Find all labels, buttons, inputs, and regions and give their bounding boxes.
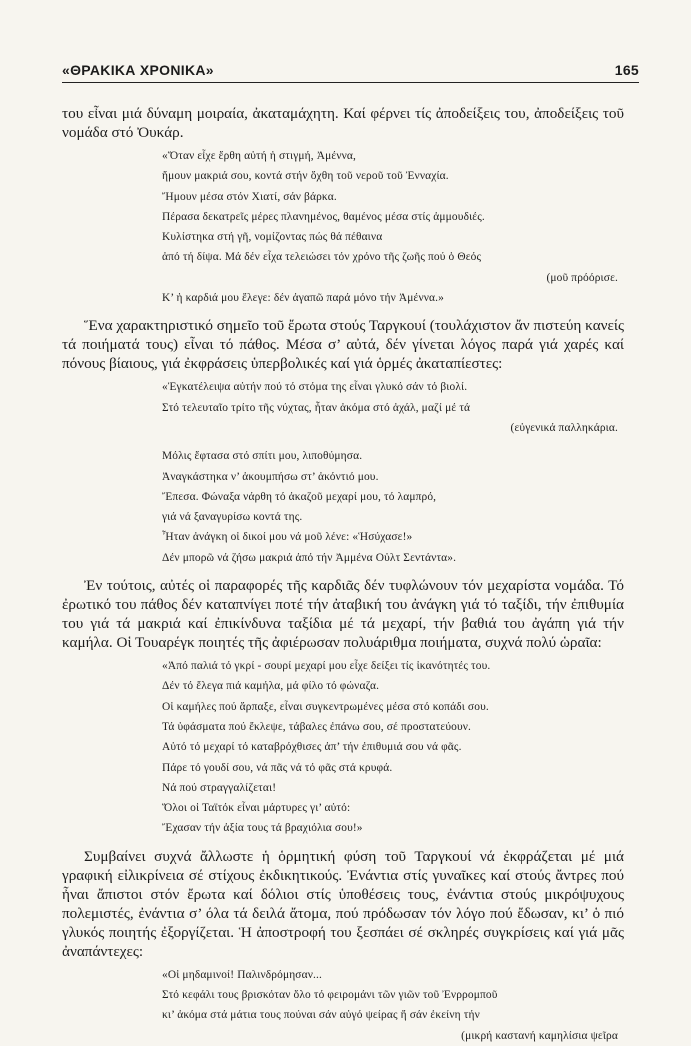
verse-line: «Ὅταν εἶχε ἔρθη αὐτή ἡ στιγμή, Ἀμέννα, bbox=[162, 150, 357, 162]
verse-3 bbox=[62, 656, 624, 839]
verse-line: (εὐγενικά παλληκάρια. bbox=[510, 421, 618, 434]
verse-line: Τά ὑφάσματα πού ἔκλεψε, τάβαλες ἐπάνω σου, σέ προστατεύουν. bbox=[162, 720, 472, 733]
verse-line: Αὐτό τό μεχαρί τό καταβρόχθισες ἀπ’ τήν ἐπιθυμιά σου νά φᾶς. bbox=[162, 741, 462, 754]
verse-line: Ὅλοι οἱ Ταϊτόκ εἶναι μάρτυρες γι’ αὐτό: bbox=[162, 802, 351, 815]
page-body bbox=[62, 104, 624, 1046]
paragraph-2: Ἕνα χαρακτηριστικό σημεῖο τοῦ ἔρωτα στούς Ταργκουί (τουλάχιστον ἄν πιστεύη κανείς τά ποιήματά τους) εἶναι τό πάθος. Μέσα σ’ αὐτά, δέν γίνεται λόγος παρά γιά χαρές καί πόνους βίαιους, γιά ἐκφράσεις ὑπερβολικές καί γιά ὁρμές ἀκαταπίεστες: bbox=[62, 317, 624, 373]
verse-line: γιά νά ξαναγυρίσω κοντά της. bbox=[162, 511, 303, 524]
verse-line: Πάρε τό γουδί σου, νά πᾶς νά τό φᾶς στά κρυφά. bbox=[162, 761, 393, 774]
verse-line: Στό κεφάλι τους βρισκόταν ὅλο τό φειρομάνι τῶν γιῶν τοῦ Ἐνρρομποῦ bbox=[162, 989, 498, 1002]
verse-line: «Ἐγκατέλειψα αὐτήν πού τό στόμα της εἶναι γλυκό σάν τό βιολί. bbox=[162, 381, 468, 394]
paragraph-1: του εἶναι μιά δύναμη μοιραία, ἀκαταμάχητη. Καί φέρνει τίς ἀποδείξεις του, ἀποδείξεις τοῦ νομάδα στό Ὀυκάρ. bbox=[62, 105, 624, 141]
verse-line: Ἀναγκάστηκα ν’ ἀκουμπήσω στ’ ἀκόντιό μου. bbox=[162, 470, 379, 483]
paragraph-4: Συμβαίνει συχνά ἄλλωστε ἡ ὁρμητική φύση τοῦ Ταργκουί νά ἐκφράζεται μέ μιά γραφική εἰλικρίνεια σέ στίχους ἐκδικητικούς. Ἐνάντια στίς γυναῖκες καί στούς ἄντρες πού ἦναι ἄπιστοι στόν ἔρωτα καί δόλιοι στίς ὑποθέσεις τους, ἐνάντια στούς μικρόψυχους πολεμιστές, ἐνάντια σ’ όλα τά δειλά ἄτομα, πού πρόδωσαν τόν λόγο πού ἔδωσαν, κι’ ὁ πιό γλυκός ποιητής ἐξοργίζεται. Ἡ ἀποστροφή του ξεσπάει σέ σκληρές συγκρίσεις καί γιά μᾶς ἀναπάντεχες: bbox=[62, 847, 624, 960]
verse-line: Δέν τό ἔλεγα πιά καμήλα, μά φίλο τό φώναζα. bbox=[162, 680, 380, 693]
verse-line: Νά πού στραγγαλίζεται! bbox=[162, 781, 277, 794]
verse-line: Ἦταν ἀνάγκη οἱ δικοί μου νά μοῦ λένε: «Ἡσύχασε!» bbox=[162, 531, 413, 544]
verse-line: Οἱ καμήλες πού ἅρπαξε, εἶναι συγκεντρωμένες μέσα στό κοπάδι σου. bbox=[162, 700, 489, 713]
verse-line: Πέρασα δεκατρεῖς μέρες πλανημένος, θαμένος μέσα στίς ἀμμουδιές. bbox=[162, 210, 485, 223]
verse-line: Ἤμουν μέσα στόν Χιατί, σάν βάρκα. bbox=[162, 190, 337, 203]
verse-line: ἀπό τή δίψα. Μά δέν εἶχα τελειώσει τόν χρόνο τῆς ζωῆς πού ὁ Θεός bbox=[162, 251, 482, 264]
verse-1 bbox=[62, 146, 624, 308]
verse-line: ἤμουν μακριά σου, κοντά στήν ὄχθη τοῦ νεροῦ τοῦ Ἐνναχία. bbox=[162, 170, 449, 183]
verse-2b bbox=[62, 446, 624, 568]
verse-line: Δέν μπορῶ νά ζήσω μακριά ἀπό τήν Ἀμμένα Οὐλτ Σεντάντα». bbox=[162, 551, 457, 564]
verse-2a bbox=[62, 377, 624, 438]
verse-line: «Οἱ μηδαμινοί! Παλινδρόμησαν... bbox=[162, 968, 323, 981]
verse-line: Μόλις ἔφτασα στό σπίτι μου, λιποθύμησα. bbox=[162, 450, 363, 463]
verse-line: Ἔχασαν τήν ἀξία τους τά βραχιόλια σου!» bbox=[162, 822, 363, 835]
verse-line: (μοῦ πρόόρισε. bbox=[546, 271, 618, 284]
verse-4 bbox=[62, 965, 624, 1046]
verse-line: (μικρή καστανή καμηλίσια ψεῖρα bbox=[461, 1029, 618, 1042]
verse-line: Στό τελευταῖο τρίτο τῆς νύχτας, ἦταν ἀκόμα στό ἀχάλ, μαζί μέ τά bbox=[162, 401, 471, 414]
paragraph-3: Ἐν τούτοις, αὐτές οἱ παραφορές τῆς καρδιᾶς δέν τυφλώνουν τόν μεχαρίστα νομάδα. Τό ἐρωτικό του πάθος δέν καταπνίγει ποτέ τήν ἀταβική του ἀνάγκη γιά τό ταξίδι, τήν ἐπιθυμία του γιά τά μακριά καί ἐπικίνδυνα ταξίδια μέ τά μεχαρί, τήν βαθιά του ἀγάπη γιά τήν καμήλα. Οἱ Τουαρέγκ ποιητές τῆς ἀφιέρωσαν πολυάριθμα ποιήματα, συχνά πολύ ὡραῖα: bbox=[62, 577, 624, 652]
running-title: «ΘΡΑΚΙΚΑ ΧΡΟΝΙΚΑ» bbox=[62, 62, 214, 78]
running-header bbox=[62, 62, 639, 78]
header-rule bbox=[62, 82, 639, 83]
verse-line: «Ἀπό παλιά τό γκρί - σουρί μεχαρί μου εἶχε δείξει τίς ἱκανότητές του. bbox=[162, 660, 491, 673]
verse-line: Κ’ ἡ καρδιά μου ἔλεγε: δέν ἀγαπῶ παρά μόνο τήν Ἀμέννα.» bbox=[162, 292, 445, 305]
verse-line: Κυλίστηκα στή γῆ, νομίζοντας πώς θά πέθαινα bbox=[162, 231, 383, 244]
page-number: 165 bbox=[614, 62, 639, 78]
verse-line: κι’ ἀκόμα στά μάτια τους πούναι σάν αὐγό ψείρας ἤ σάν ἐκείνη τήν bbox=[162, 1009, 480, 1022]
verse-line: Ἔπεσα. Φώναξα νάρθη τό ἀκαζοῦ μεχαρί μου, τό λαμπρό, bbox=[162, 490, 437, 503]
